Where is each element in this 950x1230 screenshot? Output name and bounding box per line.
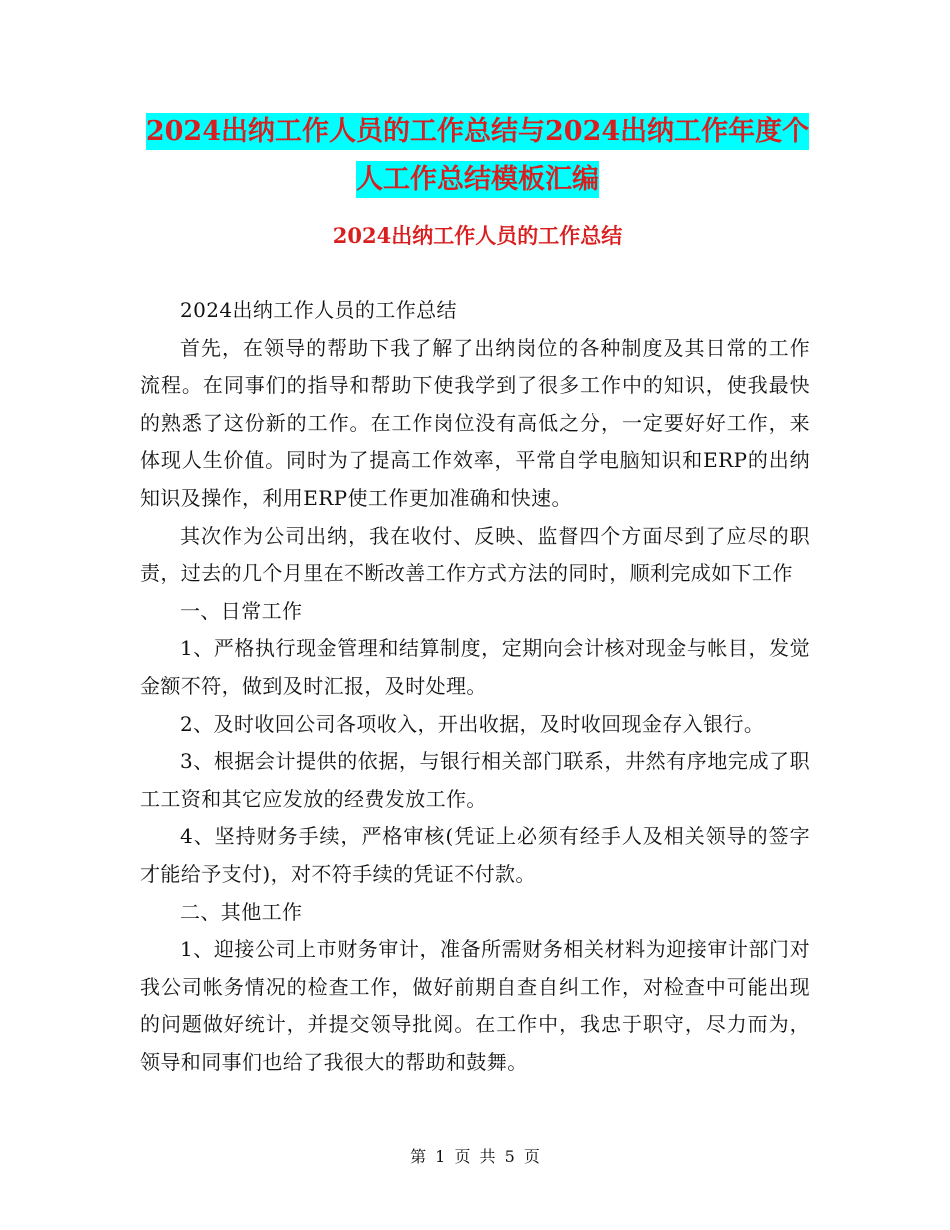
list-item-3: 3、根据会计提供的依据，与银行相关部门联系，井然有序地完成了职工工资和其它应发放的经费发放工作。 [140,749,810,811]
paragraph-duties: 其次作为公司出纳，我在收付、反映、监督四个方面尽到了应尽的职责，过去的几个月里在不断改善工作方式方法的同时，顺利完成如下工作 [140,523,810,586]
document-title-line-2: 人工作总结模板汇编 [356,161,599,198]
list-item-2: 2、及时收回公司各项收入，开出收据，及时收回现金存入银行。 [180,711,765,736]
paragraph-intro: 首先，在领导的帮助下我了解了出纳岗位的各种制度及其日常的工作流程。在同事们的指导和帮助下使我学到了很多工作中的知识，使我最快的熟悉了这份新的工作。在工作岗位没有高低之分，一定要好好工作，来体现人生价值。同时为了提高工作效率，平常自学电脑知识和ERP的出纳知识及操作，利用ERP使工作更加准确和快速。 [140,335,810,510]
document-title [140,108,815,204]
document-title-line-1: 2024出纳工作人员的工作总结与2024出纳工作年度个 [146,113,809,150]
document-body [140,292,810,1081]
section-title: 2024出纳工作人员的工作总结 [332,223,623,248]
heading-daily-work: 一、日常工作 [180,598,303,623]
paragraph-subtitle: 2024出纳工作人员的工作总结 [180,298,457,322]
list-item-1: 1、严格执行现金管理和结算制度，定期向会计核对现金与帐目，发觉金额不符，做到及时汇报，及时处理。 [140,636,810,698]
list-item-other-1: 1、迎接公司上市财务审计，准备所需财务相关材料为迎接审计部门对我公司帐务情况的检查工作，做好前期自查自纠工作，对检查中可能出现的问题做好统计，并提交领导批阅。在工作中，我忠于职守，尽力而为，领导和同事们也给了我很大的帮助和鼓舞。 [140,937,810,1074]
heading-other-work: 二、其他工作 [180,899,303,924]
page-number-footer: 第 1 页 共 5 页 [410,1147,540,1166]
list-item-4: 4、坚持财务手续，严格审核(凭证上必须有经手人及相关领导的签字才能给予支付)，对不符手续的凭证不付款。 [140,824,810,886]
